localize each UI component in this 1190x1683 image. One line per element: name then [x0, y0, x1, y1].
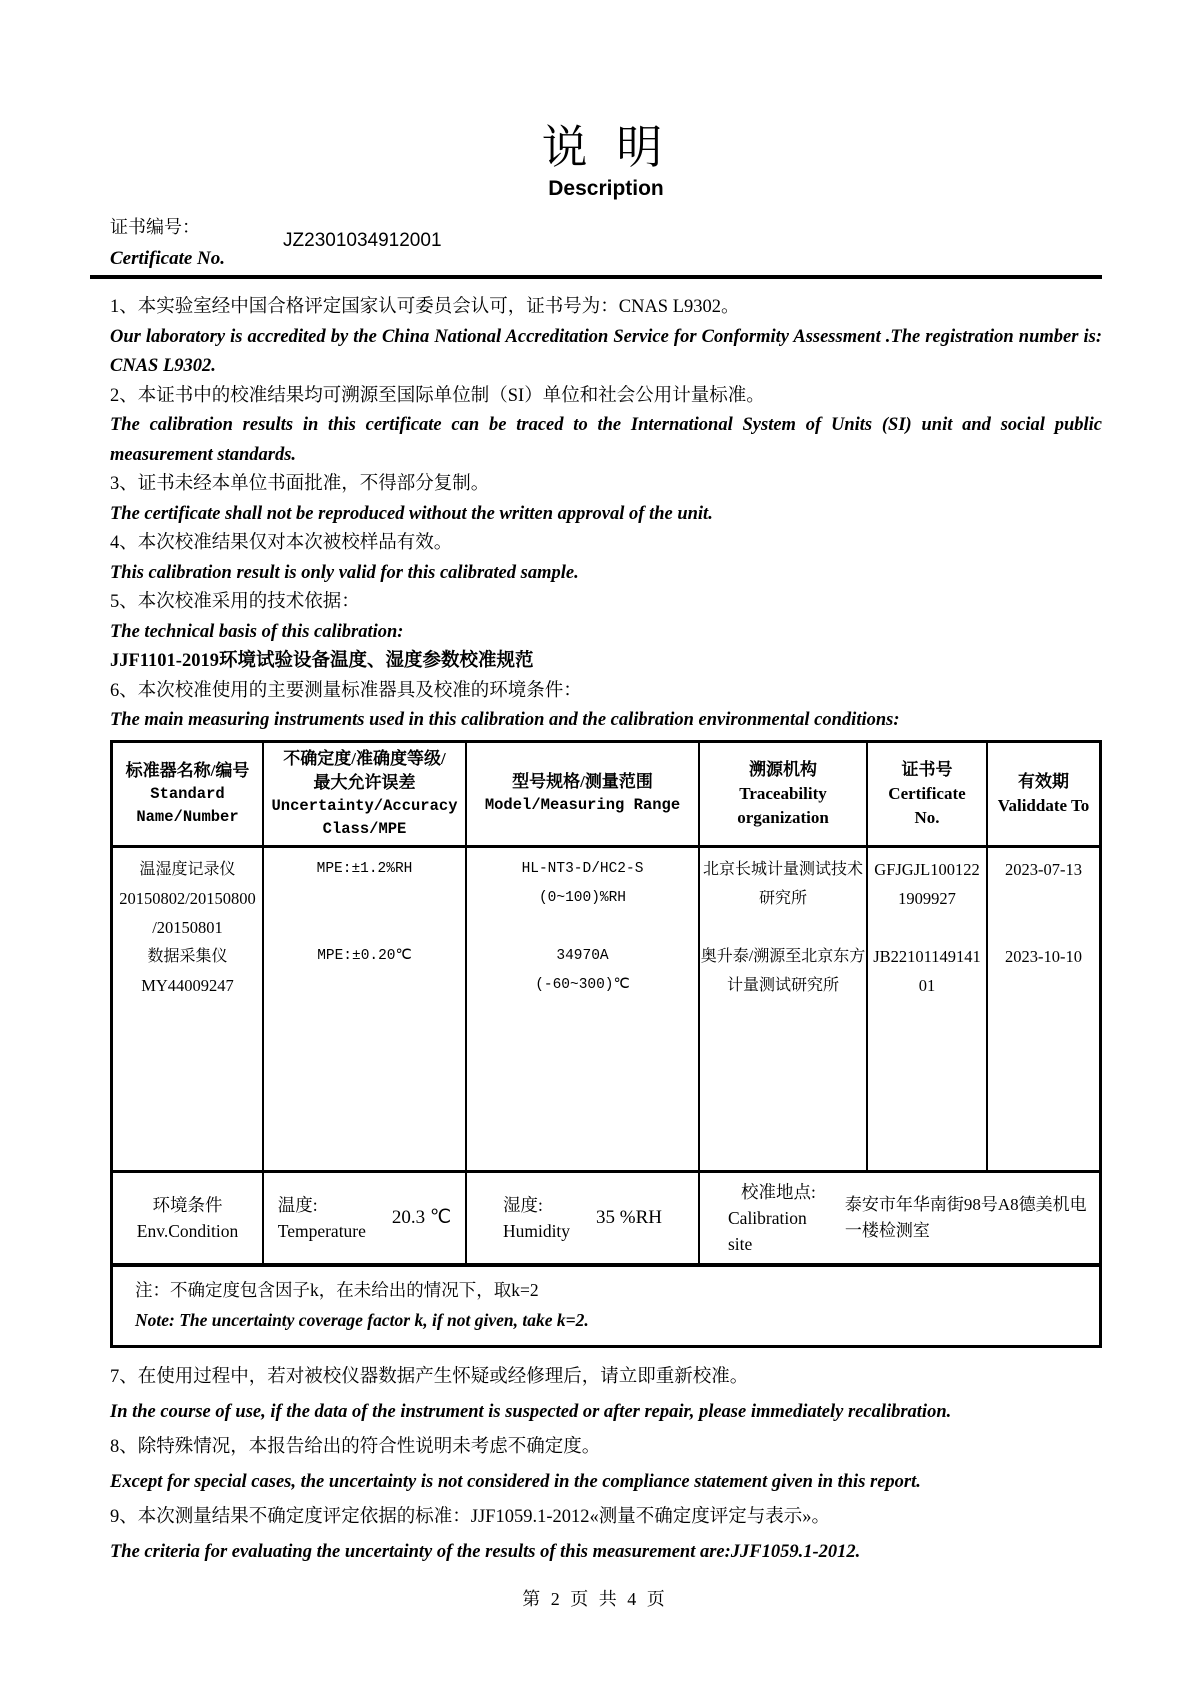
spacer: [868, 913, 986, 942]
spacer: [988, 913, 1099, 942]
body-uncertainty: [262, 848, 465, 1170]
model-1: HL-NT3-D/HC2-S: [521, 860, 644, 877]
environment-row: [113, 1170, 1099, 1265]
ref-certificate-1a: GFJGJL100122: [874, 859, 980, 879]
traceability-org-2b: 计量测试研究所: [726, 976, 839, 994]
spacer: [700, 913, 866, 942]
certificate-number-block: [110, 214, 1102, 272]
item-8-en: Except for special cases, the uncertainty is not considered in the compliance statement given in this report.: [110, 1471, 921, 1492]
note-en: Note: The uncertainty coverage factor k, if not given, take k=2.: [135, 1309, 589, 1330]
header-uncertainty: [262, 743, 465, 845]
ref-certificate-2b: 01: [918, 975, 936, 995]
spacer: [988, 884, 1099, 913]
humidity-value: 35 %RH: [596, 1206, 663, 1228]
item-7-cn: 7、在使用过程中，若对被校仪器数据产生怀疑或经修理后，请立即重新校准。: [110, 1366, 749, 1387]
spacer: [467, 913, 698, 942]
header-uncertainty-cn2: 最大允许误差: [313, 772, 416, 792]
instrument-name-2: 数据采集仪: [147, 947, 228, 965]
humidity-label-cn: 湿度:: [502, 1194, 543, 1215]
header-traceability-en1: Traceability: [739, 783, 827, 803]
temperature-value: 20.3 ℃: [391, 1207, 452, 1228]
valid-date-2: 2023-10-10: [1005, 946, 1082, 966]
body-traceability: [698, 848, 866, 1170]
header-valid-date-cn: 有效期: [1018, 771, 1069, 791]
item-5-standard-ref: JJF1101-2019环境试验设备温度、湿度参数校准规范: [110, 651, 534, 671]
valid-date-1: 2023-07-13: [1005, 859, 1082, 879]
certificate-number-labels: [110, 214, 225, 272]
header-certificate-no: [866, 743, 986, 845]
calibration-site-labels: [728, 1179, 829, 1257]
header-standard-name: [113, 743, 262, 845]
header-model-range: [465, 743, 698, 845]
item-9-en: The criteria for evaluating the uncertainty of the results of this measurement are:JJF1059.1-2012.: [110, 1541, 861, 1562]
page-content: [110, 0, 1102, 1570]
humidity-cell: [465, 1173, 698, 1263]
temperature-labels: [278, 1192, 366, 1244]
header-uncertainty-en2: Class/MPE: [322, 819, 407, 838]
instrument-number-1a: 20150802/20150800: [119, 888, 256, 908]
item-1-en: Our laboratory is accredited by the China National Accreditation Service for Conformity Assessment .The registration number is: CNAS L9302.: [110, 326, 1102, 376]
table-body-row: [113, 848, 1099, 1170]
model-2: 34970A: [556, 947, 609, 964]
item-4-cn: 4、本次校准结果仅对本次被校样品有效。: [110, 533, 453, 553]
traceability-org-2a: 奥升泰/溯源至北京东方: [700, 947, 866, 965]
instrument-number-2: MY44009247: [141, 975, 234, 995]
header-certificate-no-cn: 证书号: [901, 759, 953, 779]
item-4-en: This calibration result is only valid for this calibrated sample.: [110, 562, 579, 583]
body-certificate-no: [866, 848, 986, 1170]
item-2-cn: 2、本证书中的校准结果均可溯源至国际单位制（SI）单位和社会公用计量标准。: [110, 385, 765, 406]
body-standard-name: [113, 848, 262, 1170]
traceability-org-1a: 北京长城计量测试技术: [702, 860, 863, 878]
humidity-labels: [503, 1192, 570, 1244]
item-6-cn: 6、本次校准使用的主要测量标准器具及校准的环境条件：: [110, 680, 582, 701]
item-8-cn: 8、除特殊情况，本报告给出的符合性说明未考虑不确定度。: [110, 1436, 601, 1457]
calibration-site-value: 泰安市年华南街98号A8德美机电一楼检测室: [844, 1194, 1087, 1240]
temperature-label-cn: 温度:: [277, 1194, 318, 1215]
env-condition-label-en: Env.Condition: [136, 1220, 239, 1241]
items-after-table: [110, 1360, 1102, 1570]
calibration-site-label-cn: 校准地点:: [741, 1181, 816, 1202]
env-condition-labels: [137, 1192, 238, 1244]
spacer: [264, 971, 465, 1000]
header-standard-name-en2: Name/Number: [136, 807, 239, 826]
temperature-label-en: Temperature: [277, 1220, 366, 1241]
item-9-cn: 9、本次测量结果不确定度评定依据的标准：JJF1059.1-2012«测量不确定度评定与表示»。: [110, 1506, 830, 1527]
mpe-value-1: MPE:±1.2%RH: [316, 860, 413, 877]
page-number-footer: 第 2 页 共 4 页: [522, 1589, 668, 1609]
ref-certificate-2a: JB22101149141: [873, 946, 981, 966]
header-model-range-en: Model/Measuring Range: [484, 796, 681, 814]
separator-rule: [90, 275, 1102, 279]
certificate-no-label-cn: 证书编号：: [110, 217, 200, 237]
item-5-en: The technical basis of this calibration:: [110, 621, 404, 642]
table-header-row: [113, 743, 1099, 848]
header-model-range-cn: 型号规格/测量范围: [512, 772, 653, 791]
header-traceability: [698, 743, 866, 845]
header-certificate-no-en2: No.: [914, 807, 940, 827]
header-valid-date: [986, 743, 1099, 845]
item-3-cn: 3、证书未经本单位书面批准，不得部分复制。: [110, 474, 490, 494]
calibration-site-cell: [698, 1173, 1099, 1263]
range-1: (0~100)%RH: [538, 889, 626, 906]
spacer: [264, 884, 465, 913]
header-uncertainty-en1: Uncertainty/Accuracy: [271, 796, 458, 815]
instrument-number-1b: /20150801: [152, 917, 223, 937]
range-2: (-60~300)℃: [535, 976, 630, 993]
header-standard-name-en1: Standard: [150, 784, 225, 803]
traceability-org-1b: 研究所: [758, 889, 807, 907]
item-1-cn: 1、本实验室经中国合格评定国家认可委员会认可，证书号为：CNAS L9302。: [110, 297, 740, 317]
certificate-no-value: JZ2301034912001: [283, 230, 442, 251]
header-valid-date-en: Validdate To: [997, 795, 1090, 815]
calibration-site-label-en: Calibration site: [728, 1207, 807, 1254]
item-3-en: The certificate shall not be reproduced without the written approval of the unit.: [110, 503, 713, 524]
ref-certificate-1b: 1909927: [898, 888, 956, 908]
header-certificate-no-en1: Certificate: [888, 783, 966, 803]
item-7-en: In the course of use, if the data of the instrument is suspected or after repair, please immediately recalibration.: [110, 1401, 952, 1422]
temperature-cell: [262, 1173, 465, 1263]
humidity-label-en: Humidity: [502, 1220, 571, 1241]
header-traceability-en2: organization: [737, 807, 829, 827]
header-traceability-cn: 溯源机构: [749, 759, 817, 779]
header-standard-name-cn: 标准器名称/编号: [125, 760, 250, 780]
env-condition-label-cn: 环境条件: [152, 1194, 223, 1215]
note-row: [113, 1265, 1099, 1345]
item-2-en: The calibration results in this certificate can be traced to the International System of Units (SI) unit and social public measurement standards.: [110, 415, 1102, 465]
header-uncertainty-cn1: 不确定度/准确度等级/: [283, 748, 446, 768]
instrument-name-1: 温湿度记录仪: [139, 860, 236, 878]
body-model-range: [465, 848, 698, 1170]
body-valid-date: [986, 848, 1099, 1170]
env-condition-cell: [113, 1173, 262, 1263]
note-cn: 注：不确定度包含因子k，在未给出的情况下，取k=2: [135, 1279, 539, 1300]
page-title: 说 明: [541, 121, 671, 173]
item-6-en: The main measuring instruments used in this calibration and the calibration environmental conditions:: [110, 710, 900, 730]
item-5-cn: 5、本次校准采用的技术依据：: [110, 592, 360, 612]
certificate-no-label-en: Certificate No.: [110, 248, 226, 269]
mpe-value-2: MPE:±0.20℃: [317, 947, 412, 964]
page-subtitle: Description: [548, 177, 664, 200]
instruments-table: [110, 740, 1102, 1348]
spacer: [264, 913, 465, 942]
spacer: [988, 971, 1099, 1000]
